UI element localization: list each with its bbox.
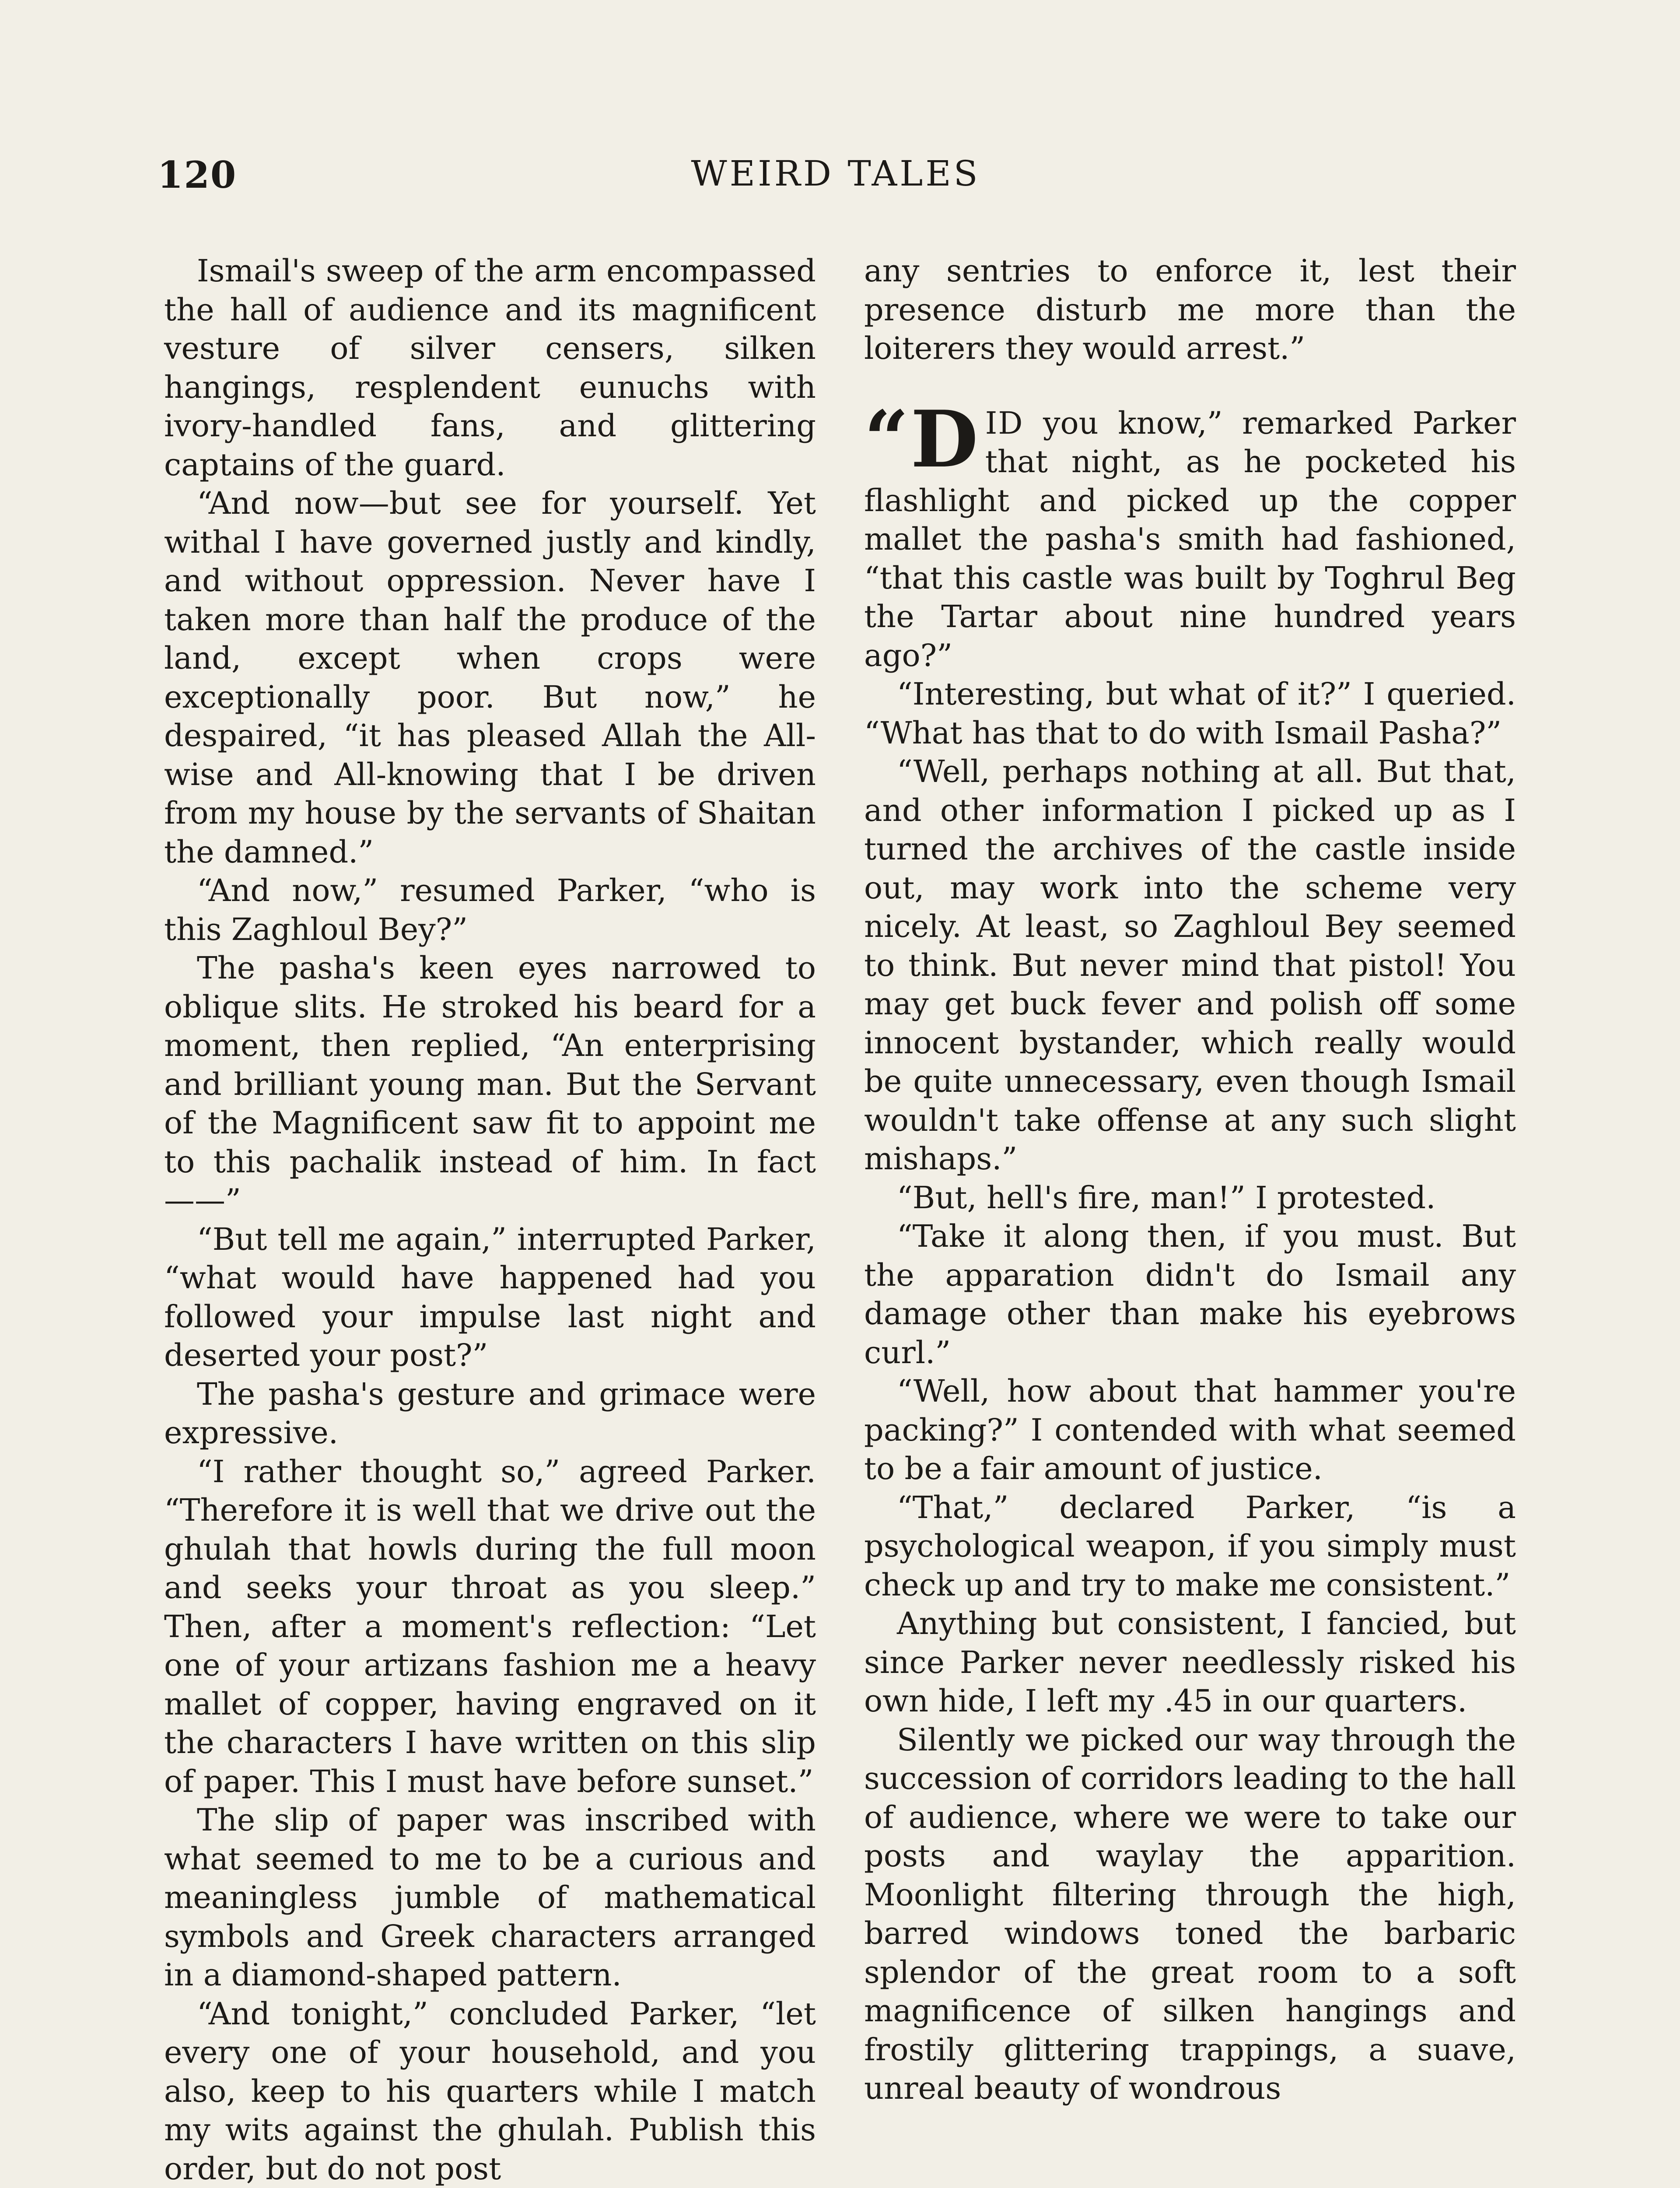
- paragraph: “That,” declared Parker, “is a psychological weapon, if you simply must check up and try to make me consistent.”: [864, 1489, 1516, 1603]
- drop-cap-quote: “: [864, 393, 909, 485]
- paragraph: “Well, how about that hammer you're packing?” I contended with what seemed to be a fair amount of justice.: [864, 1373, 1516, 1487]
- page-number: 120: [158, 153, 237, 196]
- continued-paragraph: any sentries to enforce it, lest their presence disturb me more than the loiterers they would arrest.”: [864, 253, 1516, 366]
- paragraph: The pasha's keen eyes narrowed to oblique slits. He stroked his beard for a moment, then replied, “An enterprising and brilliant young man. But the Servant of the Magnificent saw fit to appoint me to this pachalik instead of him. In fact——”: [164, 950, 816, 1218]
- paragraph: Anything but consistent, I fancied, but since Parker never needlessly risked his own hide, I left my .45 in our quarters.: [864, 1606, 1516, 1719]
- paragraph: Ismail's sweep of the arm encompassed the hall of audience and its magnificent vesture of silver censers, silken hangings, resplendent eunuchs with ivory-handled fans, and glittering captains of the guard.: [164, 253, 816, 483]
- right-column: [864, 252, 1516, 2108]
- paragraph: Silently we picked our way through the succession of corridors leading to the hall of audience, where we were to take our posts and waylay the apparition. Moonlight filtering through the high, barred windows toned the barbaric splendor of the great room to a soft magnificence of silken hangings and frostily glittering trappings, a suave, unreal beauty of wondrous: [864, 1722, 1516, 2106]
- paragraph: “And now—but see for yourself. Yet withal I have governed justly and kindly, and without oppression. Never have I taken more than half the produce of the land, except when crops were exceptionally poor. But now,” he despaired, “it has pleased Allah the All-wise and All-knowing that I be driven from my house by the servants of Shaitan the damned.”: [164, 485, 816, 870]
- paragraph: “And now,” resumed Parker, “who is this Zaghloul Bey?”: [164, 873, 816, 947]
- paragraph: “Take it along then, if you must. But the apparation didn't do Ismail any damage other than make his eyebrows curl.”: [864, 1218, 1516, 1371]
- paragraph: “Interesting, but what of it?” I queried. “What has that to do with Ismail Pasha?”: [864, 676, 1516, 751]
- lead-in-small-caps: ID: [985, 405, 1024, 441]
- paragraph: “Well, perhaps nothing at all. But that, and other information I picked up as I turned the archives of the castle inside out, may work into the scheme very nicely. At least, so Zaghloul Bey seemed to think. But never mind that pistol! You may get buck fever and polish off some innocent bystander, which really would be quite unnecessary, even though Ismail wouldn't take offense at any such slight mishaps.”: [864, 754, 1516, 1177]
- paragraph: “But tell me again,” interrupted Parker, “what would have happened had you followed your impulse last night and deserted your post?”: [164, 1221, 816, 1373]
- drop-cap: [864, 393, 978, 485]
- page-header: [158, 153, 1514, 206]
- left-column: [164, 252, 816, 2188]
- drop-cap-letter: D: [910, 393, 978, 485]
- running-head: WEIRD TALES: [691, 153, 980, 194]
- paragraph: The pasha's gesture and grimace were expressive.: [164, 1376, 816, 1451]
- paragraph: “But, hell's fire, man!” I protested.: [897, 1179, 1436, 1216]
- paragraph: “And tonight,” concluded Parker, “let every one of your household, and you also, keep to his quarters while I match my wits against the ghulah. Publish this order, but do not post: [164, 1995, 816, 2187]
- paragraph-text: you know,” remarked Parker that night, as he pocketed his flashlight and picked up the copper mallet the pasha's smith had fashioned, “that this castle was built by Toghrul Beg the Tartar about nine hundred years ago?”: [864, 405, 1516, 673]
- paragraph: The slip of paper was inscribed with what seemed to me to be a curious and meaningless jumble of mathematical symbols and Greek characters arranged in a diamond-shaped pattern.: [164, 1802, 816, 1993]
- paragraph: “I rather thought so,” agreed Parker. “Therefore it is well that we drive out the ghulah that howls during the full moon and seeks your throat as you sleep.” Then, after a moment's reflection: “Let one of your artizans fashion me a heavy mallet of copper, having engraved on it the characters I have written on this slip of paper. This I must have before sunset.”: [164, 1453, 816, 1799]
- section-opening-paragraph: [864, 393, 1516, 675]
